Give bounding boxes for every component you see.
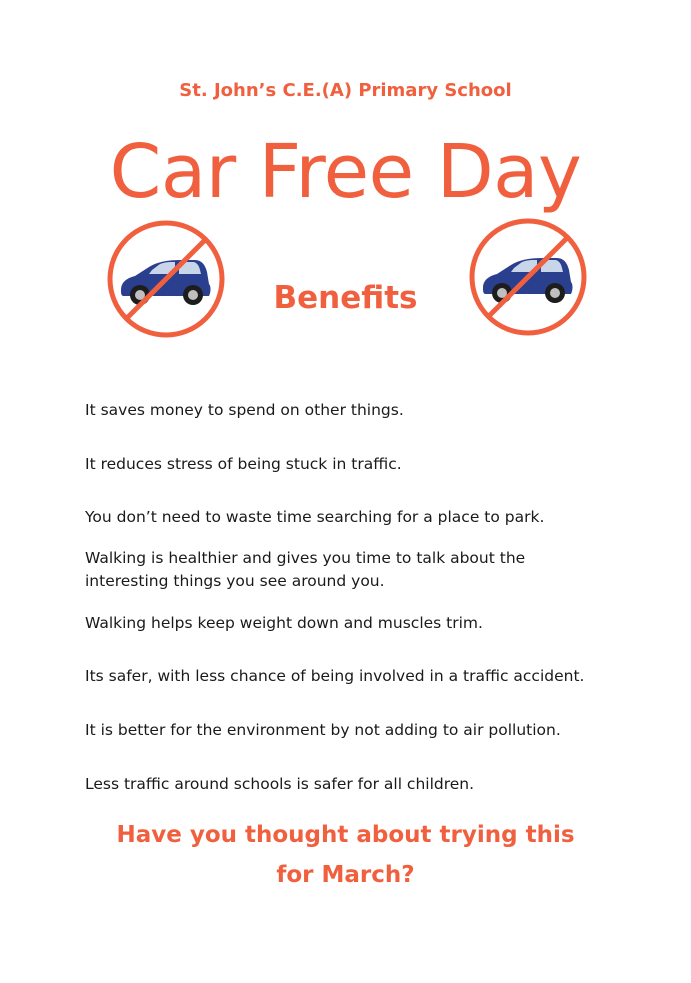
subhead-benefits: Benefits xyxy=(273,280,418,316)
no-car-icon xyxy=(105,218,227,340)
school-name: St. John’s C.E.(A) Primary School xyxy=(179,80,512,101)
benefit-item: Its safer, with less chance of being involved in a traffic accident. xyxy=(85,667,585,685)
headline: Car Free Day xyxy=(109,129,582,215)
benefit-item: You don’t need to waste time searching for a place to park. xyxy=(85,508,545,526)
benefit-item: Less traffic around schools is safer for all children. xyxy=(85,775,475,793)
no-car-icon xyxy=(467,216,589,338)
benefit-item: It is better for the environment by not adding to air pollution. xyxy=(85,721,561,739)
benefit-item: Walking helps keep weight down and muscles trim. xyxy=(85,614,483,632)
benefit-item: It saves money to spend on other things. xyxy=(85,401,404,419)
callout-text: Have you thought about trying this for March? xyxy=(116,822,575,888)
callout xyxy=(0,815,691,895)
benefit-item: It reduces stress of being stuck in traffic. xyxy=(85,455,402,473)
benefit-item: Walking is healthier and gives you time to talk about the interesting things you see around you. xyxy=(85,549,526,590)
